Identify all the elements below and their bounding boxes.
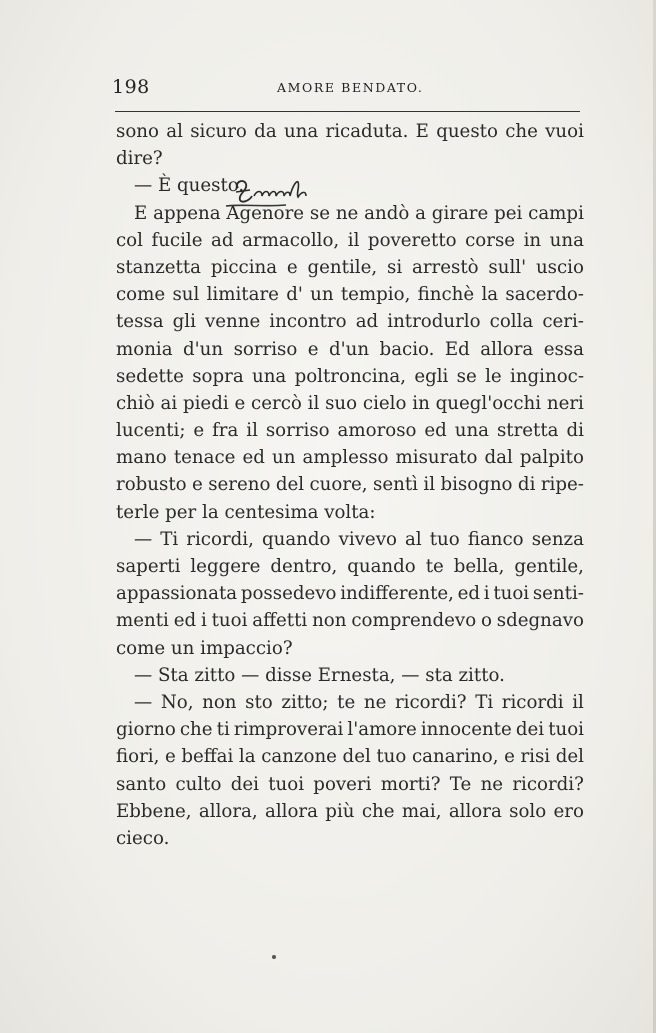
word: un	[310, 284, 334, 306]
word: una	[549, 229, 584, 251]
word: innocente	[420, 719, 512, 741]
word: venne	[205, 311, 261, 333]
word: inginoc-	[510, 365, 584, 387]
word: essa	[543, 338, 584, 360]
text-line	[116, 580, 584, 607]
word: senza	[531, 528, 584, 550]
text-line	[116, 200, 584, 227]
word: zitto;	[281, 691, 329, 713]
text-line-content: terle per la centesima volta:	[116, 501, 376, 523]
word: dei	[515, 719, 545, 741]
text-line-content: cieco.	[116, 827, 170, 849]
word: Te	[449, 773, 472, 795]
word: amoroso	[337, 420, 417, 442]
word: santo	[116, 773, 167, 795]
word: gli	[172, 311, 196, 333]
word: al	[405, 528, 422, 550]
text-line-content: — È questo.	[134, 175, 245, 197]
word: ed	[173, 610, 197, 632]
text-line-content: — Sta zitto — disse Ernesta, — sta zitto.	[134, 664, 505, 686]
word: una	[283, 121, 319, 142]
word: non	[312, 610, 347, 632]
word: vivevo	[338, 528, 397, 550]
word: monia	[116, 338, 173, 360]
word: il	[246, 420, 258, 442]
page-number: 198	[112, 76, 150, 98]
word: egli	[414, 365, 449, 387]
word: sorriso	[233, 338, 298, 360]
text-line	[116, 771, 584, 798]
word: cuore,	[309, 474, 368, 496]
text-line-content: dire?	[116, 148, 163, 170]
word: arrestò	[411, 256, 479, 278]
word: solo	[509, 800, 547, 822]
word: il	[572, 691, 584, 713]
word: limitare	[206, 284, 279, 306]
word: al	[166, 121, 183, 142]
word: la	[238, 746, 256, 768]
text-line	[116, 526, 584, 553]
word: tuoi	[548, 719, 584, 741]
word: allora	[265, 800, 318, 822]
word: canzone	[261, 746, 337, 768]
word: affetti	[252, 610, 308, 632]
word: —	[134, 528, 153, 550]
text-line	[116, 363, 584, 390]
word: uscio	[535, 256, 584, 278]
word: saperti	[116, 556, 181, 577]
word: un	[272, 447, 296, 469]
word: piccina	[210, 256, 278, 278]
word: ti	[216, 719, 230, 741]
text-line	[116, 336, 584, 363]
word: sul	[172, 284, 200, 306]
word: amplesso	[302, 447, 389, 469]
word: ai	[160, 392, 178, 414]
text-line	[116, 118, 584, 145]
word: come	[116, 284, 166, 306]
word: ne	[335, 202, 359, 224]
word: E	[134, 202, 148, 224]
word: col	[116, 229, 143, 251]
word: giorno	[116, 719, 176, 741]
word: ricordi?	[512, 773, 584, 795]
word: culto	[175, 773, 222, 795]
word: d'	[286, 284, 303, 306]
word: in	[523, 229, 542, 251]
word: e	[286, 256, 298, 278]
word: di	[566, 420, 584, 442]
word: e	[234, 392, 246, 414]
text-line	[116, 444, 584, 471]
word: —	[134, 691, 153, 713]
word: l'amore	[347, 719, 417, 741]
text-line	[116, 607, 584, 634]
word: in	[412, 392, 430, 414]
word: gentile,	[514, 556, 584, 577]
text-line	[116, 281, 584, 308]
word: del	[555, 746, 584, 768]
word: di	[517, 474, 536, 496]
word: girare	[431, 202, 489, 224]
word: da	[254, 121, 277, 142]
word: i	[200, 610, 207, 632]
word: appena	[153, 202, 221, 224]
text-line	[116, 716, 584, 743]
word: e	[193, 420, 205, 442]
word: fianco	[467, 528, 524, 550]
word: rimproverai	[233, 719, 344, 741]
ink-speck	[272, 955, 276, 959]
word: il	[307, 392, 320, 414]
text-line	[116, 417, 584, 444]
word: dentro,	[270, 556, 338, 577]
word: se	[309, 202, 330, 224]
word: i	[483, 583, 490, 605]
word: Ebbene,	[116, 800, 192, 822]
text-line	[116, 172, 584, 199]
word: e	[504, 746, 515, 768]
word: E	[415, 121, 429, 142]
word: tempio,	[340, 284, 411, 306]
word: beffai	[181, 746, 234, 768]
word: tessa	[116, 311, 164, 333]
word: fiori,	[116, 746, 160, 768]
text-line	[116, 798, 584, 825]
word: ero	[553, 800, 584, 822]
word: poveri	[313, 773, 372, 795]
word: poltroncina,	[294, 365, 406, 387]
word: allora,	[198, 800, 258, 822]
word: te	[425, 556, 444, 577]
word: armacollo,	[242, 229, 340, 251]
text-line	[116, 308, 584, 335]
word: ricordi,	[186, 528, 254, 550]
word: sedette	[116, 365, 184, 387]
word: quando	[261, 528, 331, 550]
word: del	[275, 474, 305, 496]
word: pei	[494, 202, 523, 224]
word: la	[481, 284, 499, 306]
word: lucenti;	[116, 420, 186, 442]
word: una	[251, 365, 287, 387]
word: a	[415, 202, 426, 224]
text-line	[116, 227, 584, 254]
word: d'un	[183, 338, 224, 360]
word: stanzetta	[116, 256, 202, 278]
word: sopra	[192, 365, 244, 387]
word: Ti	[160, 528, 179, 550]
text-line	[116, 254, 584, 281]
running-title: AMORE BENDATO.	[277, 80, 424, 95]
text-line	[116, 145, 584, 172]
word: tuo	[376, 746, 407, 768]
text-line	[116, 689, 584, 716]
word: ed	[242, 447, 265, 469]
word: sorriso	[265, 420, 330, 442]
word: d'un	[329, 338, 370, 360]
word: mano	[116, 447, 167, 469]
word: te	[337, 691, 356, 713]
word: incontro	[269, 311, 347, 333]
word: allora	[480, 338, 534, 360]
word: ricaduta.	[325, 121, 409, 142]
word: tenace	[173, 447, 236, 469]
word: sereno	[208, 474, 271, 496]
word: robusto	[116, 474, 187, 496]
word: canarino,	[411, 746, 499, 768]
word: sono	[116, 121, 159, 142]
word: neri	[546, 392, 584, 414]
text-line	[116, 662, 584, 689]
word: sicuro	[190, 121, 247, 142]
word: sull'	[488, 256, 527, 278]
word: questo	[436, 121, 498, 142]
word: fucile	[151, 229, 203, 251]
word: quando	[347, 556, 416, 577]
word: sdegnavo	[496, 610, 584, 632]
word: tuoi	[211, 610, 248, 632]
word: le	[485, 365, 502, 387]
body-text	[116, 118, 584, 852]
word: ne	[480, 773, 504, 795]
word: e	[192, 474, 203, 496]
word: ricordi	[501, 691, 564, 713]
word: bacio.	[379, 338, 435, 360]
word: tuo	[429, 528, 460, 550]
word: quegl'occhi	[435, 392, 542, 414]
word: morti?	[380, 773, 441, 795]
word: senti-	[532, 583, 584, 605]
word: appassionata	[116, 583, 238, 605]
word: del	[342, 746, 371, 768]
word: risi	[520, 746, 551, 768]
word: ceri-	[542, 311, 584, 333]
word: No,	[160, 691, 194, 713]
word: colla	[489, 311, 534, 333]
word: ricordi?	[394, 691, 467, 713]
word: chiò	[116, 392, 155, 414]
word: dal	[484, 447, 513, 469]
word: ed	[424, 420, 447, 442]
word: menti	[116, 610, 169, 632]
word: e	[307, 338, 319, 360]
word: corse	[465, 229, 516, 251]
word: il	[347, 229, 360, 251]
word: misurato	[395, 447, 478, 469]
text-line	[116, 825, 584, 852]
header-rule	[115, 111, 580, 112]
text-line	[116, 635, 584, 662]
word: ad	[211, 229, 234, 251]
text-line	[116, 743, 584, 770]
word: sto	[245, 691, 273, 713]
word: Agenore	[226, 202, 305, 224]
text-line-content: come un impaccio?	[116, 637, 293, 659]
word: che	[179, 719, 213, 741]
word: cielo	[362, 392, 407, 414]
word: che	[505, 121, 538, 142]
text-line	[116, 553, 584, 580]
word: si	[386, 256, 403, 278]
word: ad	[355, 311, 379, 333]
word: dei	[230, 773, 259, 795]
word: bella,	[453, 556, 505, 577]
word: indifferente,	[340, 583, 454, 605]
word: andò	[364, 202, 410, 224]
word: tuoi	[268, 773, 305, 795]
word: ripe-	[540, 474, 584, 496]
word: il	[423, 474, 436, 496]
word: stretta	[496, 420, 559, 442]
word: finchè	[417, 284, 475, 306]
word: poveretto	[367, 229, 457, 251]
word: leggere	[190, 556, 261, 577]
word: comprendevo	[351, 610, 477, 632]
word: possedevo	[240, 583, 337, 605]
word: Ed	[444, 338, 470, 360]
word: se	[456, 365, 477, 387]
handwritten-correction-mark	[224, 176, 334, 210]
word: vuoi	[545, 121, 584, 142]
word: una	[454, 420, 490, 442]
word: e	[164, 746, 176, 768]
word: più	[325, 800, 355, 822]
word: non	[202, 691, 237, 713]
word: piedi	[182, 392, 229, 414]
word: bisogno	[440, 474, 513, 496]
text-line	[116, 471, 584, 498]
word: che	[361, 800, 395, 822]
page-header	[112, 76, 582, 102]
word: cercò	[251, 392, 302, 414]
word: campi	[528, 202, 584, 224]
word: sacerdo-	[505, 284, 584, 306]
word: suo	[325, 392, 358, 414]
word: mai,	[401, 800, 442, 822]
handwritten-annotation	[224, 176, 334, 210]
word: ne	[363, 691, 387, 713]
word: palpito	[519, 447, 584, 469]
word: fra	[212, 420, 239, 442]
word: o	[480, 610, 492, 632]
word: sentì	[373, 474, 418, 496]
word: introdurlo	[387, 311, 481, 333]
text-line	[116, 390, 584, 417]
text-line	[116, 499, 584, 526]
word: Ti	[475, 691, 494, 713]
word: allora	[448, 800, 502, 822]
word: ed	[457, 583, 481, 605]
word: tuoi	[493, 583, 530, 605]
word: gentile,	[307, 256, 378, 278]
